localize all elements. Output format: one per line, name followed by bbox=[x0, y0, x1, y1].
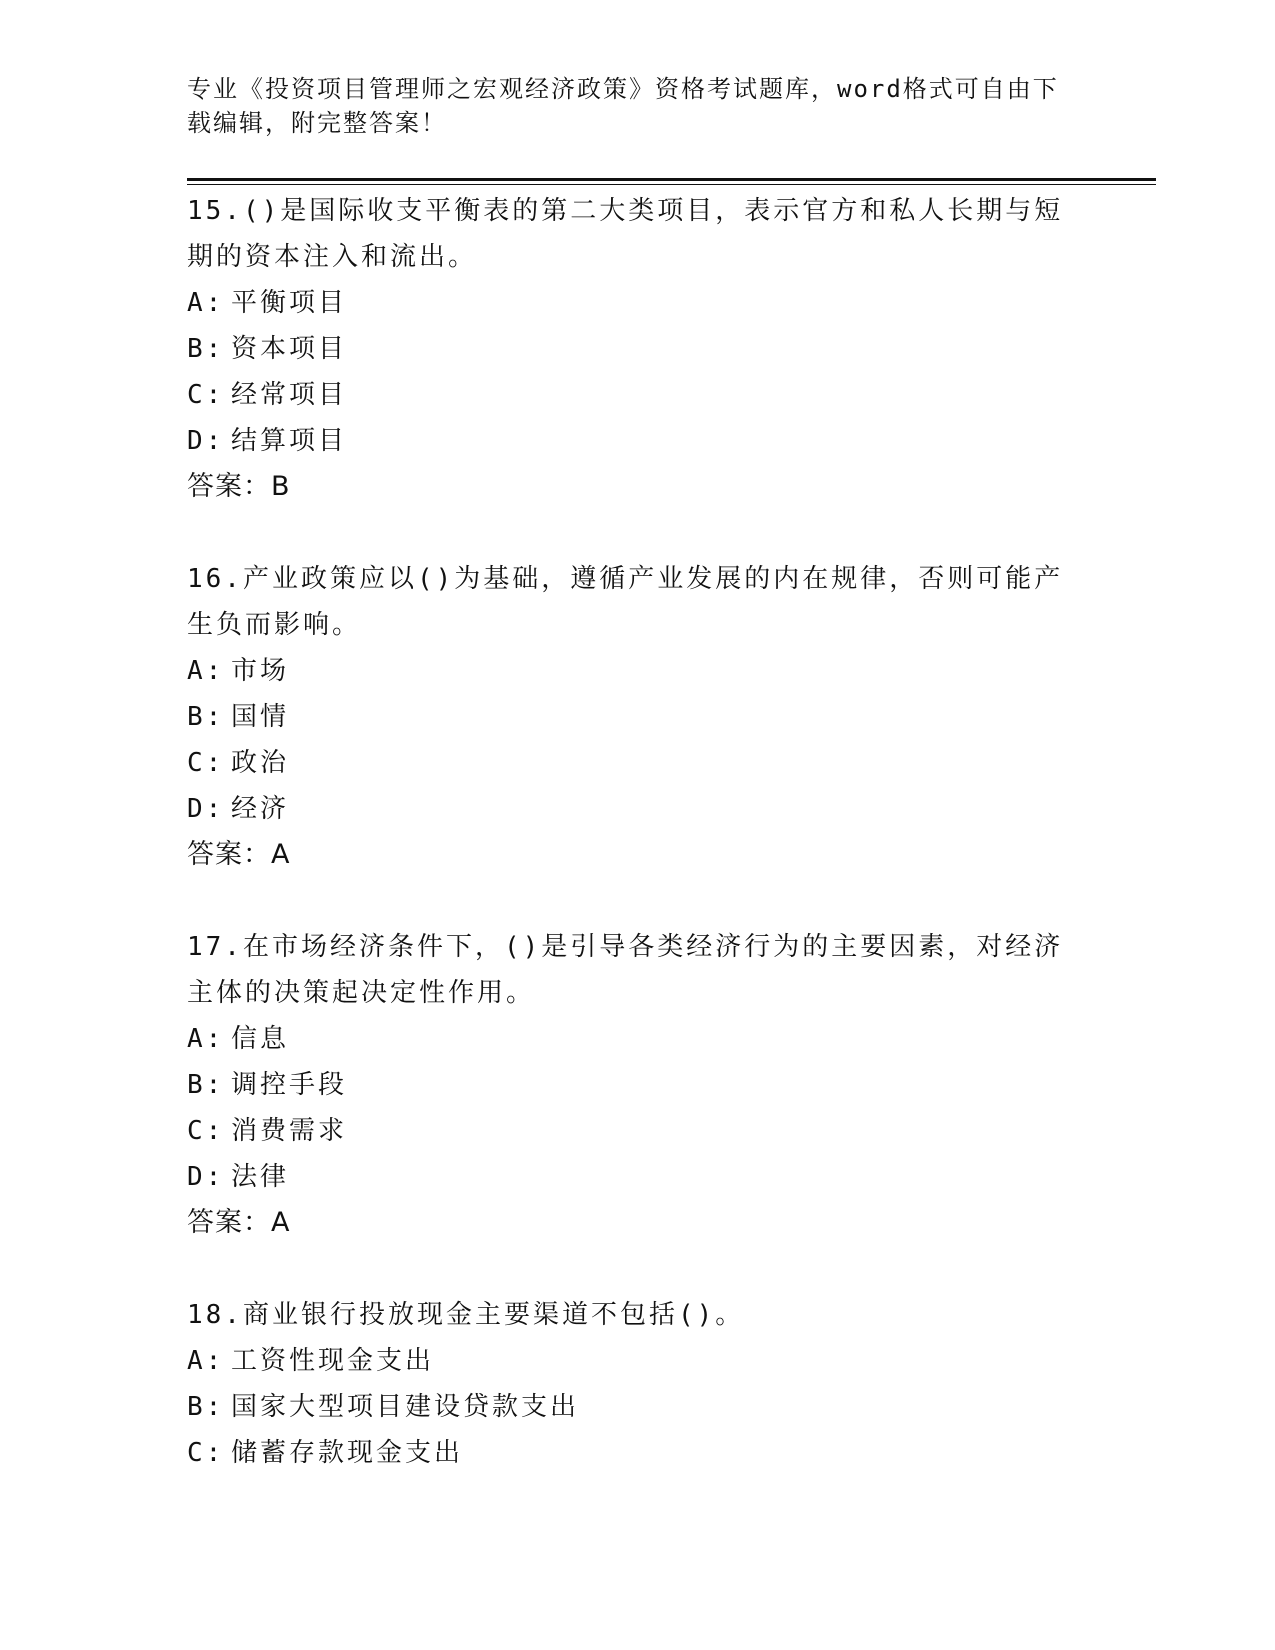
option-text: 结算项目 bbox=[231, 426, 348, 456]
option-text: 政治 bbox=[231, 748, 290, 778]
option-a bbox=[187, 1338, 1087, 1384]
option-key: D: bbox=[187, 794, 225, 824]
question-17 bbox=[187, 924, 1087, 1246]
option-key: A: bbox=[187, 656, 225, 686]
option-key: B: bbox=[187, 1392, 225, 1422]
option-key: C: bbox=[187, 748, 225, 778]
option-b bbox=[187, 694, 1087, 740]
option-text: 储蓄存款现金支出 bbox=[231, 1438, 464, 1468]
header-divider-thin bbox=[187, 184, 1156, 185]
option-text: 经济 bbox=[231, 794, 290, 824]
header-divider-thick bbox=[187, 178, 1156, 181]
option-d bbox=[187, 786, 1087, 832]
question-stem: 17.在市场经济条件下，()是引导各类经济行为的主要因素，对经济主体的决策起决定性作用。 bbox=[187, 932, 1064, 1008]
option-text: 国情 bbox=[231, 702, 290, 732]
option-key: C: bbox=[187, 1116, 225, 1146]
question-16 bbox=[187, 556, 1087, 878]
option-key: A: bbox=[187, 1024, 225, 1054]
option-text: 经常项目 bbox=[231, 380, 348, 410]
question-18 bbox=[187, 1292, 1087, 1476]
answer-line: 答案：A bbox=[187, 1207, 291, 1238]
option-key: D: bbox=[187, 1162, 225, 1192]
option-text: 资本项目 bbox=[231, 334, 348, 364]
option-key: B: bbox=[187, 334, 225, 364]
option-text: 信息 bbox=[231, 1024, 290, 1054]
option-key: C: bbox=[187, 1438, 225, 1468]
option-text: 平衡项目 bbox=[231, 288, 348, 318]
option-d bbox=[187, 1154, 1087, 1200]
question-stem: 15.()是国际收支平衡表的第二大类项目，表示官方和私人长期与短期的资本注入和流出。 bbox=[187, 196, 1064, 272]
option-key: A: bbox=[187, 288, 225, 318]
option-c bbox=[187, 740, 1087, 786]
question-stem: 18.商业银行投放现金主要渠道不包括()。 bbox=[187, 1300, 745, 1330]
option-key: D: bbox=[187, 426, 225, 456]
header-intro-text: 专业《投资项目管理师之宏观经济政策》资格考试题库，word格式可自由下载编辑，附完整答案！ bbox=[187, 75, 1059, 137]
option-a bbox=[187, 648, 1087, 694]
option-key: C: bbox=[187, 380, 225, 410]
option-text: 消费需求 bbox=[231, 1116, 348, 1146]
option-text: 国家大型项目建设贷款支出 bbox=[231, 1392, 580, 1422]
option-key: A: bbox=[187, 1346, 225, 1376]
option-d bbox=[187, 418, 1087, 464]
option-a bbox=[187, 1016, 1087, 1062]
option-text: 调控手段 bbox=[231, 1070, 348, 1100]
option-b bbox=[187, 1384, 1087, 1430]
answer-line: 答案：A bbox=[187, 839, 291, 870]
option-key: B: bbox=[187, 1070, 225, 1100]
option-c bbox=[187, 1108, 1087, 1154]
option-text: 市场 bbox=[231, 656, 290, 686]
option-key: B: bbox=[187, 702, 225, 732]
option-c bbox=[187, 372, 1087, 418]
answer-line: 答案：B bbox=[187, 471, 291, 502]
option-b bbox=[187, 326, 1087, 372]
document-header bbox=[187, 72, 1067, 140]
option-text: 工资性现金支出 bbox=[231, 1346, 435, 1376]
question-stem: 16.产业政策应以()为基础，遵循产业发展的内在规律，否则可能产生负而影响。 bbox=[187, 564, 1064, 640]
question-15 bbox=[187, 188, 1087, 510]
option-b bbox=[187, 1062, 1087, 1108]
question-list bbox=[187, 188, 1087, 1522]
option-c bbox=[187, 1430, 1087, 1476]
option-text: 法律 bbox=[231, 1162, 290, 1192]
option-a bbox=[187, 280, 1087, 326]
